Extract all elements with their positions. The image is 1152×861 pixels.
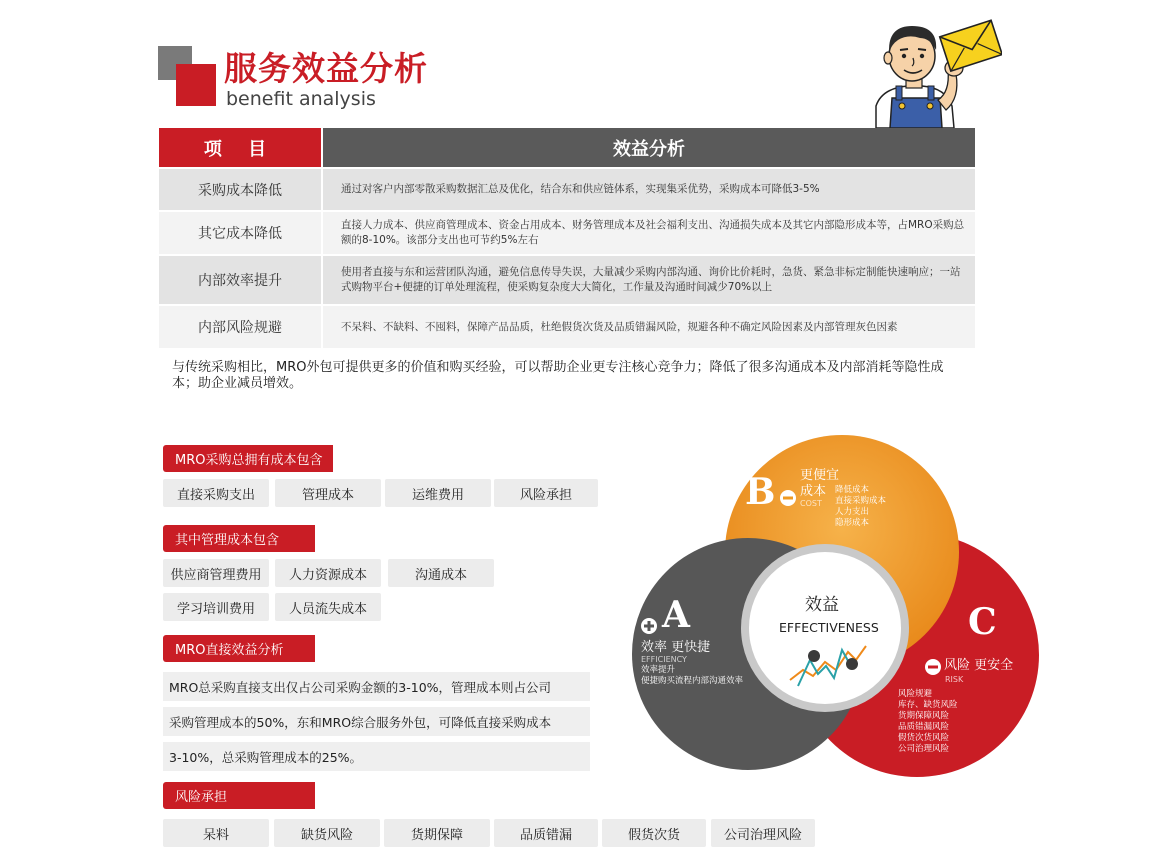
logo-square-cut xyxy=(192,46,216,64)
tag-quality-error: 品质错漏 xyxy=(494,819,598,847)
center-dot xyxy=(846,658,858,670)
center-title: 效益 xyxy=(805,595,839,615)
center-title-en: EFFECTIVENESS xyxy=(779,620,879,635)
tag-supplier-management: 供应商管理费用 xyxy=(163,559,269,587)
section-title-tco: MRO采购总拥有成本包含 xyxy=(163,445,333,472)
tag-direct-purchase: 直接采购支出 xyxy=(163,479,269,507)
section-title-direct-benefit: MRO直接效益分析 xyxy=(163,635,315,662)
tag-training-cost: 学习培训费用 xyxy=(163,593,269,621)
page-title: 服务效益分析 xyxy=(224,49,428,88)
table-header-analysis: 效益分析 xyxy=(323,128,975,167)
tag-communication-cost: 沟通成本 xyxy=(388,559,494,587)
a-item: 效率提升 xyxy=(641,665,676,675)
direct-benefit-line: MRO总采购直接支出仅占公司采购金额的3-10%，管理成本则占公司 xyxy=(163,672,590,701)
c-item: 货期保障风险 xyxy=(898,711,950,721)
table-row-desc: 不呆料、不缺料、不囤料，保障产品品质，杜绝假货次货及品质错漏风险，规避各种不确定风险因素及内部管理灰色因素 xyxy=(323,306,975,348)
b-item: 降低成本 xyxy=(835,485,870,495)
tag-governance-risk: 公司治理风险 xyxy=(711,819,815,847)
table-row-desc: 通过对客户内部零散采购数据汇总及优化，结合东和供应链体系，实现集采优势，采购成本可降低3-5% xyxy=(323,169,975,210)
c-en: RISK xyxy=(945,675,964,684)
b-item: 隐形成本 xyxy=(835,518,870,528)
section-title-risk: 风险承担 xyxy=(163,782,315,809)
c-item: 库存、缺货风险 xyxy=(898,700,958,710)
b-en: COST xyxy=(800,499,822,508)
c-item: 假货次货风险 xyxy=(898,733,950,743)
table-row-item: 采购成本降低 xyxy=(159,169,321,210)
b-line1: 更便宜 xyxy=(800,468,840,483)
tag-hr-cost: 人力资源成本 xyxy=(275,559,381,587)
b-item: 人力支出 xyxy=(835,507,870,517)
tag-shortage-risk: 缺货风险 xyxy=(274,819,380,847)
c-item: 品质错漏风险 xyxy=(898,722,950,732)
table-row-desc: 使用者直接与东和运营团队沟通，避免信息传导失误，大量减少采购内部沟通、询价比价耗时，急货、紧急非标定制能快速响应；一站式购物平台+便捷的订单处理流程，使采购复杂度大大简化，工作量及沟通时间减少70%以上 xyxy=(323,256,975,304)
tag-delivery-guarantee: 货期保障 xyxy=(384,819,490,847)
letter-a: A xyxy=(662,594,690,636)
table-row-item: 其它成本降低 xyxy=(159,212,321,254)
table-row-item: 内部效率提升 xyxy=(159,256,321,304)
letter-c: C xyxy=(968,601,997,643)
table-header-item: 项 目 xyxy=(159,128,321,167)
direct-benefit-line: 3-10%，总采购管理成本的25%。 xyxy=(163,742,590,771)
tag-turnover-cost: 人员流失成本 xyxy=(275,593,381,621)
page-subtitle: benefit analysis xyxy=(226,88,376,110)
c-item: 公司治理风险 xyxy=(898,744,950,754)
logo-square-red xyxy=(176,64,216,106)
b-line2: 成本 xyxy=(800,484,827,499)
direct-benefit-line: 采购管理成本的50%，东和MRO综合服务外包，可降低直接采购成本 xyxy=(163,707,590,736)
a-en: EFFICIENCY xyxy=(641,655,687,664)
tag-fake-goods: 假货次货 xyxy=(602,819,706,847)
tag-operation-fee: 运维费用 xyxy=(385,479,491,507)
c-title: 风险 更安全 xyxy=(944,658,1014,673)
mascot-illustration xyxy=(862,14,1002,128)
b-item: 直接采购成本 xyxy=(835,496,887,506)
a-title: 效率 更快捷 xyxy=(641,640,711,655)
letter-b: B xyxy=(745,471,776,513)
tag-sluggish-stock: 呆料 xyxy=(163,819,269,847)
a-item: 便捷购买流程内部沟通效率 xyxy=(641,676,744,686)
table-row-desc: 直接人力成本、供应商管理成本、资金占用成本、财务管理成本及社会福利支出、沟通损失成本及其它内部隐形成本等，占MRO采购总额的8-10%。该部分支出也可节约5%左右 xyxy=(323,212,975,254)
center-dot xyxy=(808,650,820,662)
section-title-management: 其中管理成本包含 xyxy=(163,525,315,552)
table-row-item: 内部风险规避 xyxy=(159,306,321,348)
summary-text: 与传统采购相比，MRO外包可提供更多的价值和购买经验，可以帮助企业更专注核心竞争力；降低了很多沟通成本及内部消耗等隐性成本；助企业减员增效。 xyxy=(172,360,944,391)
tag-risk-bearing: 风险承担 xyxy=(494,479,598,507)
c-item: 风险规避 xyxy=(898,689,933,699)
tag-management-cost: 管理成本 xyxy=(275,479,381,507)
